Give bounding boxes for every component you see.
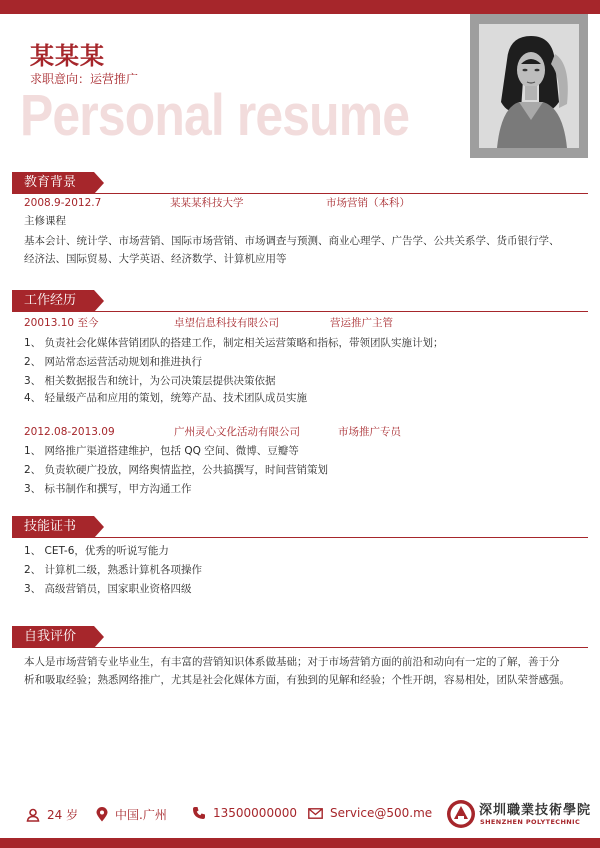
mail-icon: [308, 808, 323, 819]
job-company: 卓望信息科技有限公司: [174, 317, 279, 329]
email-text: Service@500.me: [330, 806, 433, 820]
job-duty-item: 2、 网站常态运营活动规划和推进执行: [24, 356, 203, 368]
education-section-title: 教育背景: [12, 172, 94, 194]
phone-text: 13500000000: [213, 806, 297, 820]
location-text: 中国.广州: [115, 808, 167, 822]
education-school: 某某某科技大学: [170, 197, 244, 209]
job-duty-item: 1、 负责社会化媒体营销团队的搭建工作，制定相关运营策略和指标，带领团队实施计划；: [24, 337, 444, 349]
job-position: 营运推广主管: [330, 317, 393, 329]
footer-location: [96, 806, 167, 823]
footer-age: [26, 806, 78, 823]
section-divider: [12, 647, 588, 648]
courses-line-1: 基本会计、统计学、市场营销、国际市场营销、市场调查与预测、商业心理学、广告学、公共关系学、货币银行学、: [24, 235, 560, 247]
section-divider: [12, 311, 588, 312]
job-duty-item: 2、 负责软硬广投放，网络舆情监控，公共搞撰写，时间营销策划: [24, 464, 329, 476]
job-date: 2012.08-2013.09: [24, 426, 115, 438]
education-section-header: [0, 172, 600, 194]
phone-icon: [192, 806, 206, 820]
job-intent-label: 求职意向：: [30, 72, 91, 86]
section-divider: [12, 537, 588, 538]
job-duty-item: 3、 标书制作和撰写，甲方沟通工作: [24, 483, 192, 495]
job-company: 广州灵心文化活动有限公司: [174, 426, 300, 438]
watermark-title: Personal resume: [20, 83, 410, 148]
skills-section-header: [0, 516, 600, 538]
courses-label: 主修课程: [24, 215, 66, 227]
job-position: 市场推广专员: [338, 426, 401, 438]
location-pin-icon: [96, 807, 108, 822]
self-eval-line-1: 本人是市场营销专业毕业生，有丰富的营销知识体系做基础；对于市场营销方面的前沿和动向有一定的了解，善于分: [24, 656, 560, 668]
footer-email: [308, 806, 432, 820]
footer-phone: [192, 806, 297, 820]
skill-item: 3、 高级营销员，国家职业资格四级: [24, 583, 192, 595]
logo-en-text: SHENZHEN POLYTECHNIC: [480, 818, 581, 826]
job-duty-item: 1、 网络推广渠道搭建维护，包括 QQ 空间、微博、豆瓣等: [24, 445, 299, 457]
top-accent-bar: [0, 0, 600, 14]
self-eval-section-title: 自我评价: [12, 626, 94, 648]
courses-line-2: 经济法、国际贸易、大学英语、经济数学、计算机应用等: [24, 253, 287, 265]
self-eval-line-2: 析和吸取经验；熟悉网络推广，尤其是社会化媒体方面，有独到的见解和经验；个性开朗，容易相处，团队荣誉感强。: [24, 674, 570, 686]
self-eval-section-header: [0, 626, 600, 648]
education-date: 2008.9-2012.7: [24, 197, 102, 209]
bottom-accent-bar: [0, 838, 600, 848]
job-date: 20013.10 至今: [24, 317, 99, 329]
work-section-header: [0, 290, 600, 312]
profile-photo: [479, 24, 579, 148]
job-intent-value: 运营推广: [90, 72, 139, 86]
candidate-name: 某某某: [30, 42, 105, 70]
job-duty-item: 3、 相关数据报告和统计，为公司决策层提供决策依据: [24, 375, 276, 387]
logo-cn-text: 深圳職業技術學院: [479, 803, 592, 818]
skill-item: 1、 CET-6，优秀的听说写能力: [24, 545, 169, 557]
school-logo: [446, 798, 591, 832]
person-icon: [26, 808, 40, 822]
job-duty-item: 4、 轻量级产品和应用的策划，统筹产品、技术团队成员实施: [24, 392, 308, 404]
skills-section-title: 技能证书: [12, 516, 94, 538]
education-major: 市场营销（本科）: [326, 197, 410, 209]
skill-item: 2、 计算机二级，熟悉计算机各项操作: [24, 564, 203, 576]
age-text: 24 岁: [47, 808, 79, 822]
work-section-title: 工作经历: [12, 290, 94, 312]
